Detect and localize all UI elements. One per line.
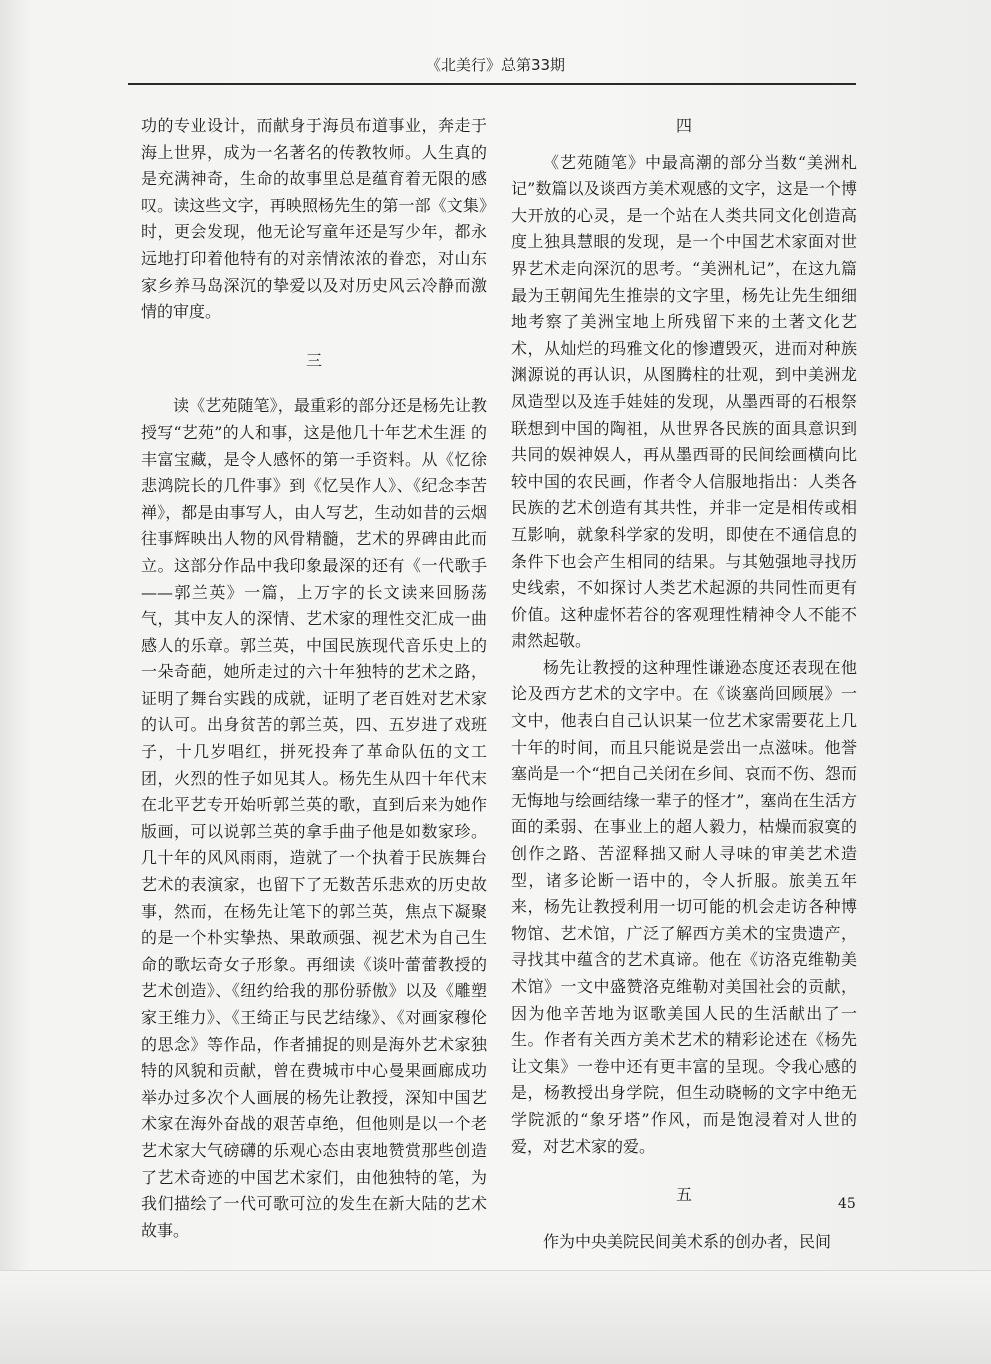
paragraph-section-4-b: 杨先让教授的这种理性谦逊态度还表现在他论及西方艺术的文字中。在《谈塞尚回顾展》一文中，他表白自己认识某一位艺术家需要花上几十年的时间，而且只能说是尝出一点滋味。他誉塞尚是一个“把自己关闭在乡间、哀而不伤、怨而无悔地与绘画结缘一辈子的怪才”，塞尚在生活方面的柔弱、在事业上的超人毅力，枯燥而寂寞的创作之路、苦涩释拙又耐人寻味的审美艺术造型，诸多论断一语中的，令人折服。旅美五年来，杨先让教授利用一切可能的机会走访各种博物馆、艺术馆，广泛了解西方美术的宝贵遗产，寻找其中蕴含的艺术真谛。他在《访洛克维勒美术馆》一文中盛赞洛克维勒对美国社会的贡献，因为他辛苦地为讴歌美国人民的生活献出了一生。作者有关西方美术艺术的精彩论述在《杨先让文集》一卷中还有更丰富的呈现。令我心感的是，杨教授出身学院，但生动晓畅的文字中绝无学院派的“象牙塔”作风，而是饱浸着对人世的爱，对艺术家的爱。 — [511, 657, 857, 1156]
paragraph-continued: 功的专业设计，而献身于海员布道事业，奔走于海上世界，成为一名著名的传教牧师。人生真的是充满神奇，生命的故事里总是蕴育着无限的感叹。读这些文字，再映照杨先生的第一部《文集》时，更会发现，他无论写童年还是写少年，都永远地打印着他特有的对亲情浓浓的眷恋，对山东家乡养马岛深沉的挚爱以及对历史风云冷静而激情的审度。 — [141, 116, 487, 322]
section-heading-4: 四 — [675, 116, 692, 135]
paragraph-section-4-a: 《艺苑随笔》中最高潮的部分当数“美洲札记”数篇以及谈西方美术观感的文字，这是一个博大开放的心灵，是一个站在人类共同文化创造高度上独具慧眼的发现，是一个中国艺术家面对世界艺术走向深沉的思考。“美洲札记”，在这九篇最为王朝闻先生推崇的文字里，杨先让先生细细地考察了美洲宝地上所残留下来的土著文化艺术，从灿烂的玛雅文化的惨遭毁灭，进而对种族渊源说的再认识，从图腾柱的壮观，到中美洲龙凤造型以及连手娃娃的发现，从墨西哥的石根祭联想到中国的陶祖，从世界各民族的面具意识到共同的娱神娱人，再从墨西哥的民间绘画横向比较中国的农民画，作者令人信服地指出：人类各民族的艺术创造有其共性，并非一定是相传或相互影响，就象科学家的发明，即使在不通信息的条件下也会产生相同的结果。与其勉强地寻找历史线索，不如探讨人类艺术起源的共同性而更有价值。这种虚怀若谷的客观理性精神令人不能不肃然起敬。 — [511, 152, 857, 651]
left-column — [141, 113, 487, 1244]
right-column — [511, 113, 857, 1255]
header-rule — [128, 83, 856, 85]
paragraph-section-3: 读《艺苑随笔》，最重彩的部分还是杨先让教授写“艺苑”的人和事，这是他几十年艺术生涯 的丰富宝藏，是令人感怀的第一手资料。从《忆徐悲鸿院长的几件事》到《忆吴作人》、《纪念李苦禅》，都是由事写人，由人写艺，生动如昔的云烟往事辉映出人物的风骨精髓，艺术的界碑由此而立。这部分作品中我印象最深的还有《一代歌手——郭兰英》一篇，上万字的长文读来回肠荡气，其中友人的深情、艺术家的理性交汇成一曲感人的乐章。郭兰英，中国民族现代音乐史上的一朵奇葩，她所走过的六十年独特的艺术之路，证明了舞台实践的成就，证明了老百姓对艺术家的认可。出身贫苦的郭兰英，四、五岁进了戏班子，十几岁唱红，拼死投奔了革命队伍的文工团，火烈的性子如见其人。杨先生从四十年代末在北平艺专开始听郭兰英的歌，直到后来为她作版画，可以说郭兰英的拿手曲子他是如数家珍。几十年的风风雨雨，造就了一个执着于民族舞台艺术的表演家，也留下了无数苦乐悲欢的历史故事，然而，在杨先让笔下的郭兰英，焦点下凝聚的是一个朴实挚热、果敢顽强、视艺术为自己生命的歌坛奇女子形象。再细读《谈叶蕾蕾教授的艺术创造》、《纽约给我的那份骄傲》以及《雕塑家王维力》、《王绮正与民艺结缘》、《对画家穆伦的思念》等作品，作者捕捉的则是海外艺术家独特的风貌和贡献，曾在费城市中心曼果画廊成功举办过多次个人画展的杨先让教授，深知中国艺术家在海外奋战的艰苦卓绝，但他则是以一个老艺术家大气磅礴的乐观心态由衷地赞赏那些创造了艺术奇迹的中国艺术家们，由他独特的笔，为我们描绘了一代可歌可泣的发生在新大陆的艺术故事。 — [141, 396, 487, 1240]
page-bottom-edge — [0, 1270, 991, 1364]
page-number: 45 — [838, 1196, 856, 1212]
section-heading-5: 五 — [675, 1185, 692, 1205]
paragraph-section-5: 作为中央美院民间美术系的创办者，民间 — [543, 1231, 832, 1251]
section-heading-3: 三 — [305, 350, 322, 370]
running-header: 《北美行》总第33期 — [425, 56, 566, 74]
